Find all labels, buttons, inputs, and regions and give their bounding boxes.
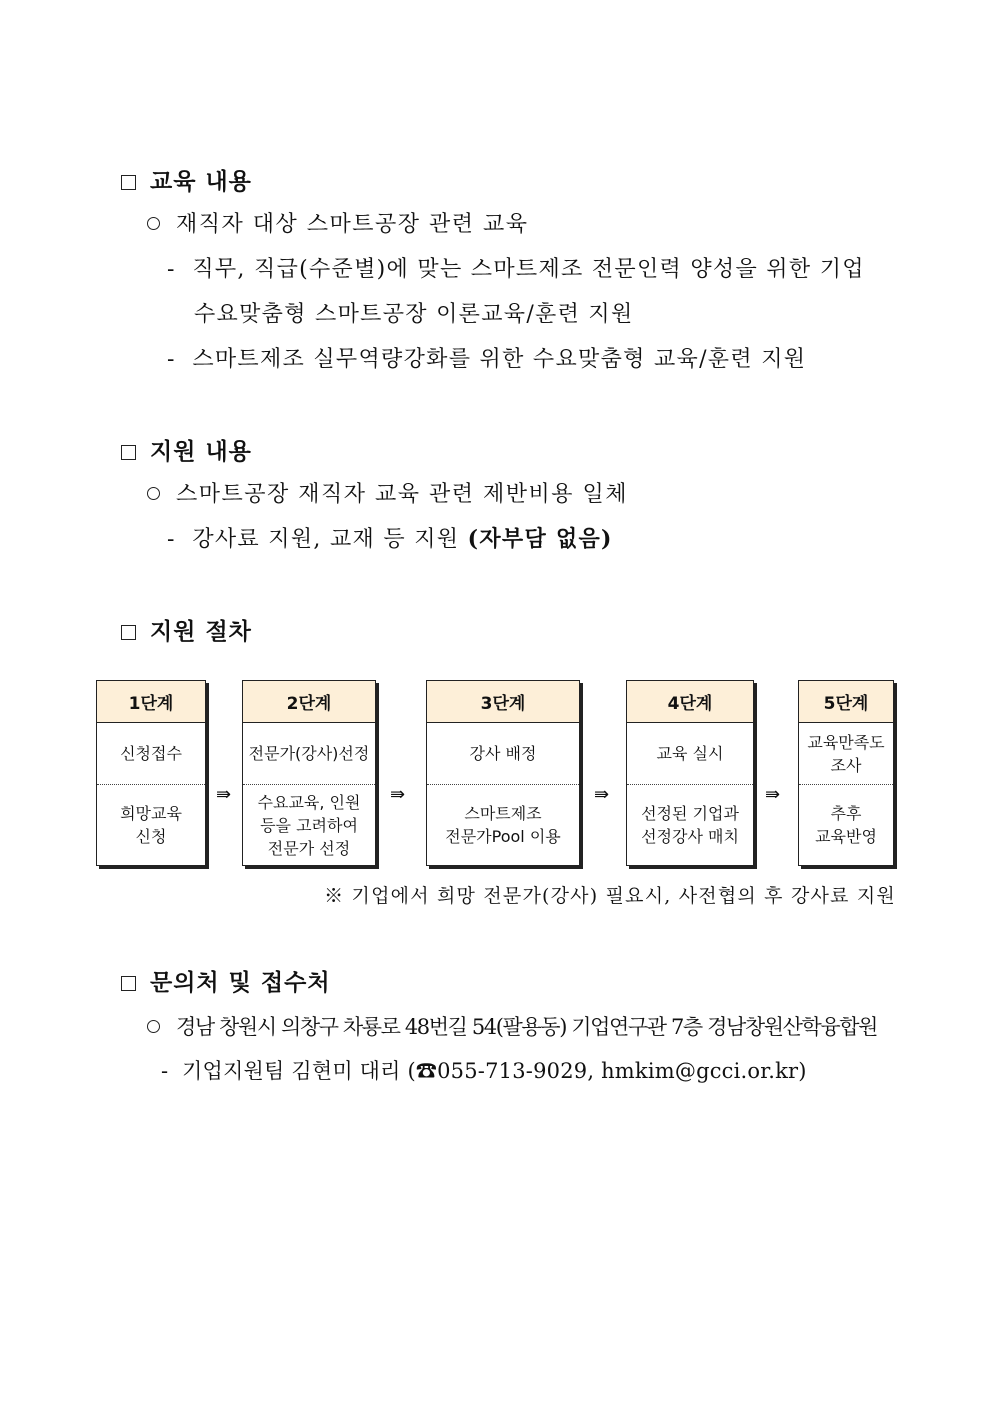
procedure-note: ※ 기업에서 희망 전문가(강사) 필요시, 사전협의 후 강사료 지원 (324, 885, 896, 907)
dash-item: - 강사료 지원, 교재 등 지원 (자부담 없음) (167, 526, 613, 552)
step-row2-line: 추후 (830, 804, 862, 823)
contact-line: 기업지원팀 김현미 대리 (☎055-713-9029, hmkim@gcci.or.kr) (182, 1059, 807, 1083)
step-box-2 (242, 680, 376, 866)
step-row1: 강사 배정 (427, 723, 579, 785)
section-title-text: 지원 절차 (150, 618, 252, 645)
arrow-1: ⇛ (216, 784, 232, 805)
dash-text-bold: (자부담 없음) (467, 526, 613, 552)
step-row1 (799, 723, 893, 785)
arrow-3: ⇛ (594, 784, 610, 805)
step-row1: 교육 실시 (627, 723, 753, 785)
section-title-text: 지원 내용 (150, 438, 252, 465)
dash-text: 스마트제조 실무역량강화를 위한 수요맞춤형 교육/훈련 지원 (192, 347, 807, 372)
step-row2 (243, 785, 375, 865)
checkbox-square-icon (121, 625, 136, 640)
step-row2-line: 선정된 기업과 (641, 804, 739, 823)
dash-item-continued (194, 297, 634, 328)
step-row2-line: 수요교육, 인원 (257, 792, 361, 812)
arrow-4: ⇛ (765, 784, 781, 805)
checkbox-square-icon (121, 175, 136, 190)
dash-item: - 기업지원팀 김현미 대리 (☎055-713-9029, hmkim@gcci.or.kr) (161, 1059, 807, 1083)
dash-item: - 직무, 직급(수준별)에 맞는 스마트제조 전문인력 양성을 위한 기업 (167, 257, 865, 282)
step-row2-line: 스마트제조 (464, 804, 542, 823)
circle-bullet-icon (147, 487, 160, 500)
step-row2-line: 선정강사 매치 (641, 827, 739, 846)
arrow-2: ⇛ (390, 784, 406, 805)
step-box-5 (798, 680, 894, 866)
step-row2 (97, 785, 205, 865)
step-label: 3단계 (427, 681, 579, 723)
dash-text: 수요맞춤형 스마트공장 이론교육/훈련 지원 (194, 302, 634, 327)
step-box-3 (426, 680, 580, 866)
bullet-text: 스마트공장 재직자 교육 관련 제반비용 일체 (176, 482, 629, 507)
step-row2 (427, 785, 579, 865)
step-row2-line: 등을 고려하여 (260, 815, 358, 835)
step-row2 (627, 785, 753, 865)
section-title-procedure (121, 613, 252, 646)
contact-address: 경남 창원시 의창구 차룡로 48번길 54(팔용동) 기업연구관 7층 경남창원산학융합원 (176, 1015, 878, 1039)
step-label: 4단계 (627, 681, 753, 723)
step-label: 1단계 (97, 681, 205, 723)
bullet-item (147, 477, 628, 508)
bullet-item (147, 1011, 877, 1041)
step-row1-line: 교육만족도 (807, 732, 885, 752)
step-row2-line: 교육반영 (815, 827, 877, 846)
section-title-education (121, 163, 252, 196)
step-box-4 (626, 680, 754, 866)
section-title-support (121, 433, 252, 466)
step-row2-line: 신청 (135, 827, 167, 846)
circle-bullet-icon (147, 1020, 160, 1033)
step-row2-line: 희망교육 (120, 804, 182, 823)
step-row2 (799, 785, 893, 865)
checkbox-square-icon (121, 976, 136, 991)
step-row1: 신청접수 (97, 723, 205, 785)
step-label: 2단계 (243, 681, 375, 723)
step-row1: 전문가(강사)선정 (243, 723, 375, 785)
section-title-text: 문의처 및 접수처 (150, 969, 331, 996)
section-title-text: 교육 내용 (150, 168, 252, 195)
bullet-text: 재직자 대상 스마트공장 관련 교육 (176, 212, 529, 237)
section-title-contact (121, 964, 331, 997)
step-label: 5단계 (799, 681, 893, 723)
dash-text: 강사료 지원, 교재 등 지원 (192, 527, 460, 552)
bullet-item (147, 207, 529, 238)
checkbox-square-icon (121, 445, 136, 460)
step-box-1 (96, 680, 206, 866)
circle-bullet-icon (147, 217, 160, 230)
step-row1-line: 조사 (830, 755, 862, 775)
dash-text: 직무, 직급(수준별)에 맞는 스마트제조 전문인력 양성을 위한 기업 (192, 257, 865, 282)
step-row2-line: 전문가 선정 (267, 838, 351, 858)
dash-item: - 스마트제조 실무역량강화를 위한 수요맞춤형 교육/훈련 지원 (167, 347, 807, 372)
step-row2-line: 전문가Pool 이용 (445, 827, 561, 846)
